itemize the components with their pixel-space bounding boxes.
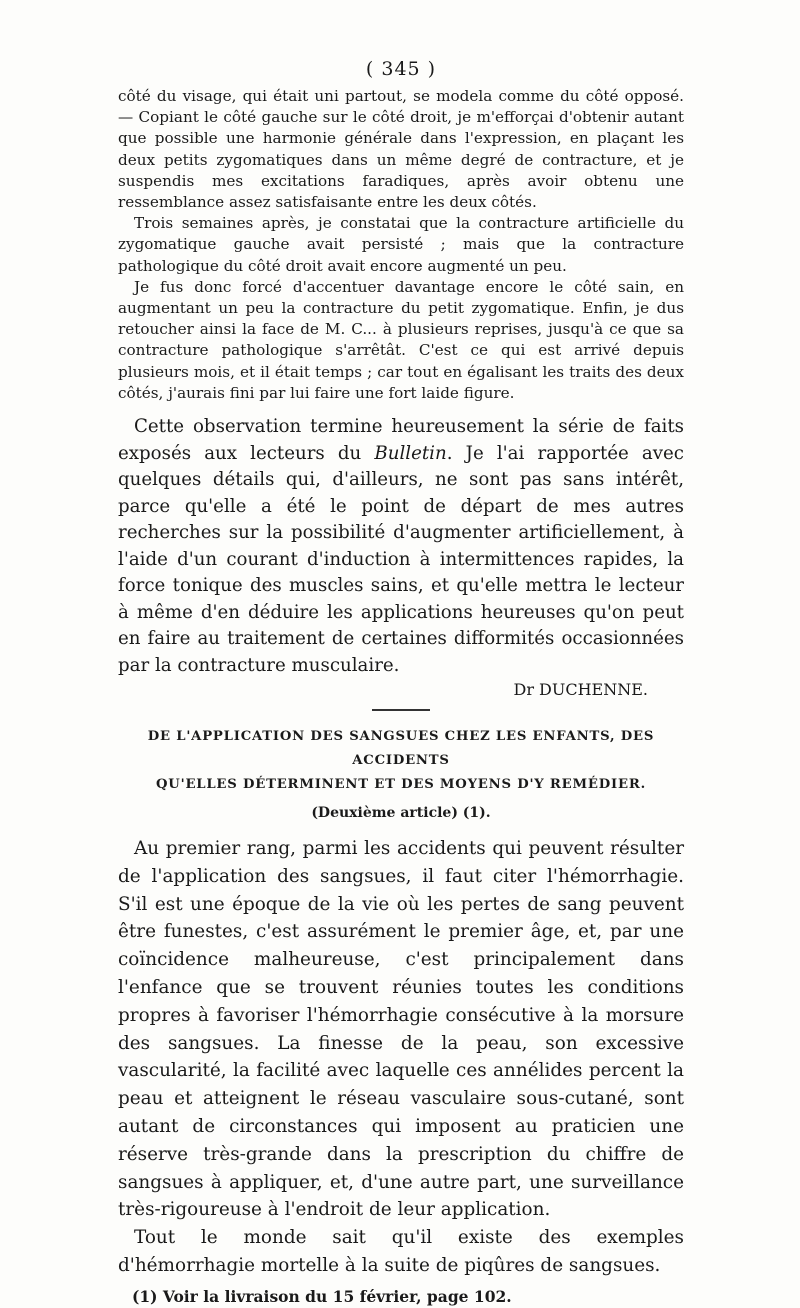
paragraph: Tout le monde sait qu'il existe des exemples d'hémorrhagie mortelle à la suite de piqûres de sangsues. <box>118 1227 684 1276</box>
closing-paragraph <box>118 414 684 679</box>
article-body <box>118 835 684 1280</box>
article-title-line-2: QU'ELLES DÉTERMINENT ET DES MOYENS D'Y REMÉDIER. <box>156 777 646 793</box>
paragraph: Au premier rang, parmi les accidents qui peuvent résulter de l'application des sangsues, il faut citer l'hémorrhagie. S'il est une époque de la vie où les pertes de sang peuvent être funestes, c'est assurément le premier âge, et, par une coïncidence malheureuse, c'est principalement dans l'enfance que se trouvent réunies toutes les conditions propres à favoriser l'hémorrhagie consécutive à la morsure des sangsues. La finesse de la peau, son excessive vascularité, la facilité avec laquelle ces annélides percent la peau et atteignent le réseau vasculaire sous-cutané, sont autant de circonstances qui imposent au praticien une réserve très-grande dans la prescription du chiffre de sangsues à appliquer, et, d'une autre part, une surveillance très-rigoureuse à l'endroit de leur application. <box>118 838 684 1221</box>
article-subtitle: (Deuxième article) (1). <box>311 805 491 822</box>
footnote: (1) Voir la livraison du 15 février, page 102. <box>132 1286 512 1306</box>
closing-section <box>118 414 684 679</box>
closing-text-before: Cette observation termine heureusement la série de faits exposés aux lecteurs du <box>118 416 684 464</box>
paragraph: Je fus donc forcé d'accentuer davantage encore le côté sain, en augmentant un peu la contracture du petit zygomatique. Enfin, je dus retoucher ainsi la face de M. C... à plusieurs reprises, jusqu'à ce que sa contracture pathologique s'arrêtât. C'est ce qui est arrivé depuis plusieurs mois, et il était temps ; car tout en égalisant les traits des deux côtés, j'aurais fini par lui faire une fort laide figure. <box>118 277 684 402</box>
document-page <box>118 58 684 1308</box>
page-number: ( 345 ) <box>365 58 437 80</box>
bulletin-italic: Bulletin <box>374 442 447 464</box>
article-title-line-1: DE L'APPLICATION DES SANGSUES CHEZ LES ENFANTS, DES ACCIDENTS <box>147 729 655 769</box>
section-divider <box>372 709 430 711</box>
paragraph: côté du visage, qui était uni partout, se modela comme du côté opposé. — Copiant le côté gauche sur le côté droit, je m'efforçai d'obtenir autant que possible une harmonie générale dans l'expression, en plaçant les deux petits zygomatiques dans un même degré de contracture, et je suspendis mes excitations faradiques, après avoir obtenu une ressemblance assez satisfaisante entre les deux côtés. <box>118 87 684 212</box>
author-signature: Dr DUCHENNE. <box>513 680 648 700</box>
closing-text-after: . Je l'ai rapportée avec quelques détails qui, d'ailleurs, ne sont pas sans intérêt, parce qu'elle a été le point de départ de mes autres recherches sur la possibilité d'augmenter artificiellement, à l'aide d'un courant d'induction à intermittences rapides, la force tonique des muscles sains, et qu'elle mettra le lecteur à même d'en déduire les applications heureuses qu'on peut en faire au traitement de certaines difformités occasionnées par la contracture musculaire. <box>118 442 684 676</box>
observation-section <box>118 86 684 404</box>
paragraph: Trois semaines après, je constatai que la contracture artificielle du zygomatique gauche avait persisté ; mais que la contracture pathologique du côté droit avait encore augmenté un peu. <box>118 214 684 275</box>
